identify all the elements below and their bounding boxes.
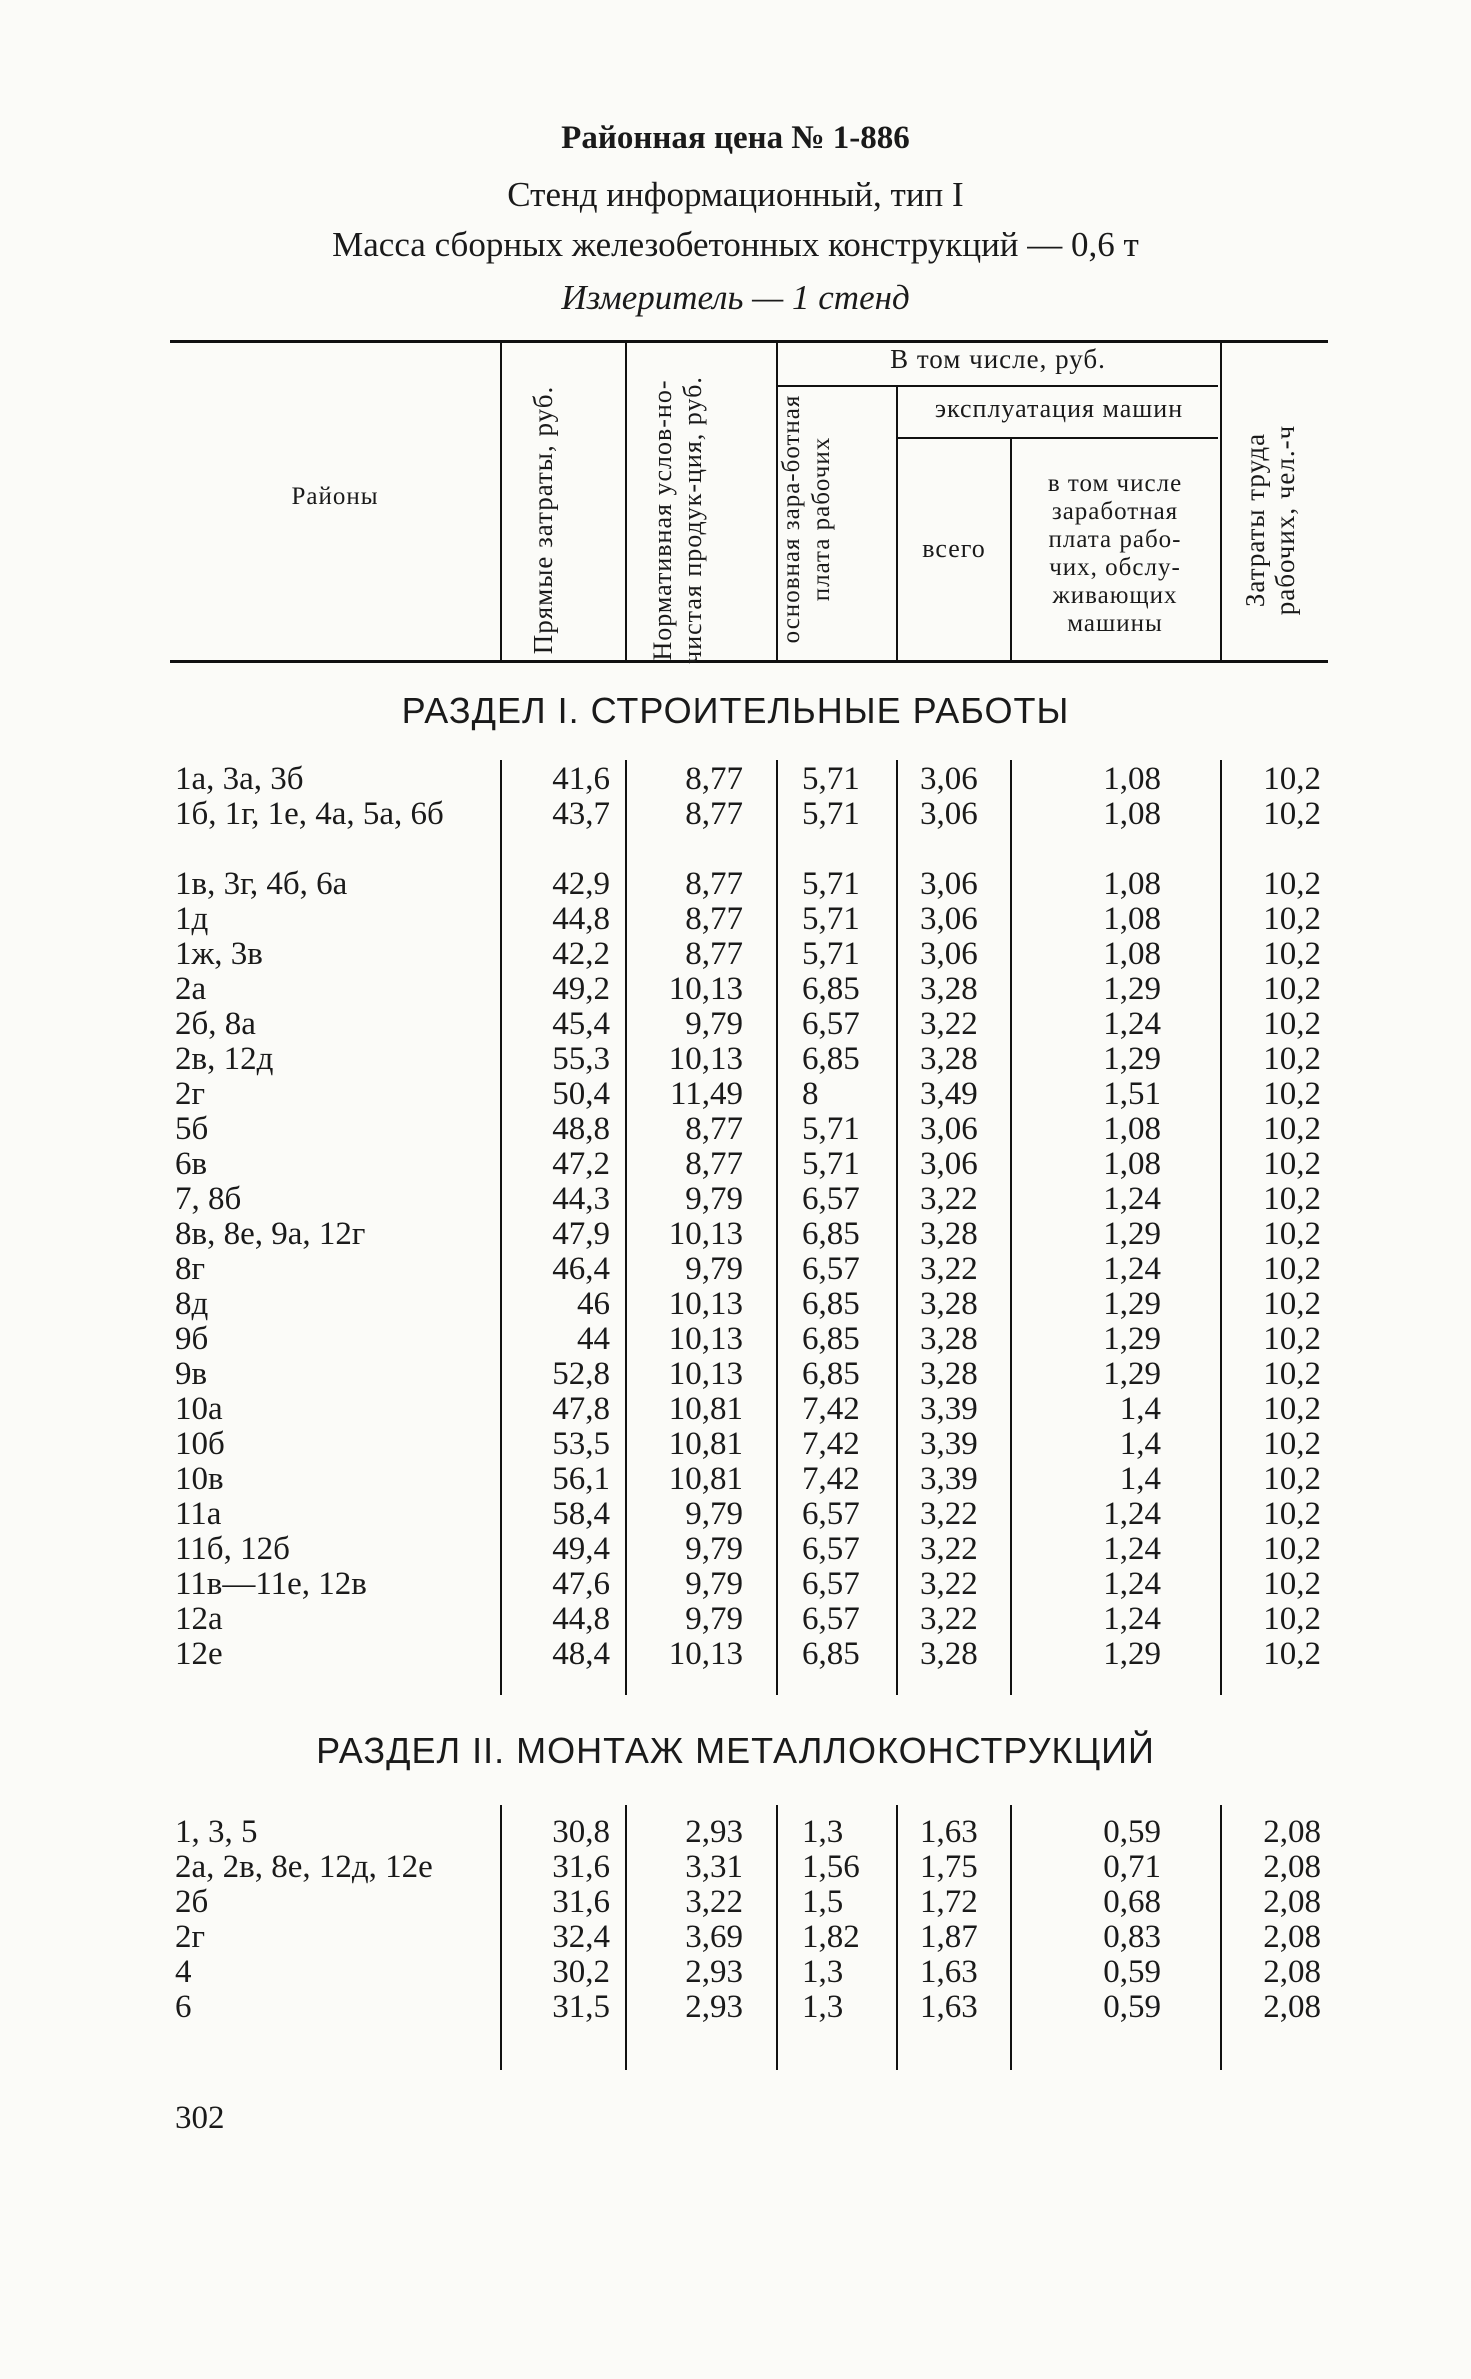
machine-wage-cell: 1,29 [1103,1216,1161,1252]
base-wage-cell: 6,57 [802,1496,860,1532]
labor-cell: 2,08 [1263,1954,1321,1990]
labor-cell: 10,2 [1263,1531,1321,1567]
machine-total-cell: 3,06 [920,796,978,832]
labor-cell: 10,2 [1263,901,1321,937]
region-cell: 7, 8б [175,1181,242,1217]
table-row [0,1007,1471,1042]
region-cell: 9б [175,1321,209,1357]
header-divider-2 [625,340,627,660]
section-1-rows [0,762,1471,1672]
normative-cell: 9,79 [685,1531,743,1567]
machine-total-cell: 3,28 [920,1216,978,1252]
direct-cost-cell: 30,8 [552,1814,610,1850]
section-1-title: РАЗДЕЛ I. СТРОИТЕЛЬНЫЕ РАБОТЫ [401,690,1070,731]
normative-cell: 10,81 [668,1391,743,1427]
base-wage-cell: 5,71 [802,761,860,797]
table-row [0,902,1471,937]
labor-cell: 2,08 [1263,1884,1321,1920]
direct-cost-cell: 32,4 [552,1919,610,1955]
labor-cell: 10,2 [1263,1146,1321,1182]
machine-wage-cell: 1,24 [1103,1181,1161,1217]
labor-cell: 10,2 [1263,1286,1321,1322]
normative-cell: 10,13 [668,1041,743,1077]
table-row [0,1182,1471,1217]
item-name: Стенд информационный, тип I [507,175,964,214]
including-rule [778,385,1218,387]
machine-total-cell: 3,06 [920,901,978,937]
direct-cost-cell: 50,4 [552,1076,610,1112]
machine-wage-cell: 1,29 [1103,1041,1161,1077]
normative-cell: 9,79 [685,1251,743,1287]
direct-cost-cell: 48,8 [552,1111,610,1147]
region-cell: 5б [175,1111,209,1147]
direct-cost-cell: 30,2 [552,1954,610,1990]
machine-wage-cell: 1,24 [1103,1601,1161,1637]
region-cell: 8г [175,1251,206,1287]
labor-cell: 10,2 [1263,1356,1321,1392]
normative-cell: 3,22 [685,1884,743,1920]
section-2-rows [0,1815,1471,2025]
region-cell: 2г [175,1076,206,1112]
table-row [0,1392,1471,1427]
header-divider-1 [500,340,502,660]
table-row [0,1850,1471,1885]
normative-cell: 10,81 [668,1461,743,1497]
header-including: В том числе, руб. [890,344,1106,374]
header-total: всего [922,534,986,563]
region-cell: 10а [175,1391,223,1427]
machine-total-cell: 1,63 [920,1814,978,1850]
direct-cost-cell: 52,8 [552,1356,610,1392]
direct-cost-cell: 48,4 [552,1636,610,1672]
table-header-bottom-rule [170,660,1328,663]
base-wage-cell: 6,85 [802,1286,860,1322]
machine-wage-cell: 1,24 [1103,1251,1161,1287]
direct-cost-cell: 44,8 [552,1601,610,1637]
machine-total-cell: 3,06 [920,1146,978,1182]
base-wage-cell: 6,85 [802,1041,860,1077]
machine-total-cell: 3,39 [920,1461,978,1497]
base-wage-cell: 5,71 [802,796,860,832]
region-cell: 2б, 8а [175,1006,256,1042]
machine-total-cell: 1,63 [920,1989,978,2025]
machine-wage-cell: 0,59 [1103,1814,1161,1850]
labor-cell: 10,2 [1263,1251,1321,1287]
machine-wage-cell: 1,08 [1103,761,1161,797]
region-cell: 1ж, 3в [175,936,263,972]
labor-cell: 10,2 [1263,1006,1321,1042]
direct-cost-cell: 47,2 [552,1146,610,1182]
table-row [0,1990,1471,2025]
machine-total-cell: 3,22 [920,1496,978,1532]
labor-cell: 10,2 [1263,971,1321,1007]
base-wage-cell: 6,57 [802,1601,860,1637]
direct-cost-cell: 31,6 [552,1884,610,1920]
machine-wage-cell: 1,4 [1119,1426,1161,1462]
machine-wage-cell: 1,08 [1103,936,1161,972]
region-cell: 12е [175,1636,223,1672]
labor-cell: 10,2 [1263,761,1321,797]
table-row [0,1357,1471,1392]
labor-cell: 2,08 [1263,1919,1321,1955]
header-direct: Прямые затраты, руб. [528,385,558,655]
table-row [0,1147,1471,1182]
machine-total-cell: 3,06 [920,761,978,797]
machine-total-cell: 3,28 [920,1321,978,1357]
price-title: Районная цена № 1-886 [561,120,910,156]
normative-cell: 2,93 [685,1814,743,1850]
direct-cost-cell: 31,6 [552,1849,610,1885]
direct-cost-cell: 42,2 [552,936,610,972]
labor-cell: 10,2 [1263,796,1321,832]
machine-total-cell: 3,22 [920,1181,978,1217]
table-row [0,937,1471,972]
table-row [0,1322,1471,1357]
direct-cost-cell: 43,7 [552,796,610,832]
normative-cell: 10,81 [668,1426,743,1462]
machine-total-cell: 3,22 [920,1251,978,1287]
base-wage-cell: 1,5 [802,1884,844,1920]
header-divider-6 [1220,340,1222,660]
table-row [0,1252,1471,1287]
region-cell: 8д [175,1286,209,1322]
page-number: 302 [175,2100,225,2136]
machine-wage-cell: 0,59 [1103,1954,1161,1990]
direct-cost-cell: 44 [577,1321,610,1357]
base-wage-cell: 5,71 [802,1111,860,1147]
header-divider-4 [896,385,898,660]
labor-cell: 2,08 [1263,1814,1321,1850]
machine-total-cell: 3,22 [920,1601,978,1637]
table-row [0,1602,1471,1637]
table-row [0,1920,1471,1955]
machine-wage-cell: 1,08 [1103,866,1161,902]
table-row [0,1042,1471,1077]
labor-cell: 10,2 [1263,1181,1321,1217]
region-cell: 6в [175,1146,208,1182]
direct-cost-cell: 46,4 [552,1251,610,1287]
region-cell: 1в, 3г, 4б, 6а [175,866,348,902]
normative-cell: 8,77 [685,936,743,972]
machine-total-cell: 3,06 [920,1111,978,1147]
machine-wage-cell: 0,68 [1103,1884,1161,1920]
labor-cell: 10,2 [1263,1636,1321,1672]
normative-cell: 8,77 [685,1111,743,1147]
table-row [0,1077,1471,1112]
header-divider-5 [1010,437,1012,660]
region-cell: 1, 3, 5 [175,1814,258,1850]
machine-total-cell: 3,28 [920,971,978,1007]
header-normative: Нормативная услов-но-чистая продук-ция, руб. [648,376,707,664]
base-wage-cell: 1,3 [802,1989,844,2025]
region-cell: 8в, 8е, 9а, 12г [175,1216,366,1252]
machine-wage-cell: 1,4 [1119,1391,1161,1427]
normative-cell: 10,13 [668,1321,743,1357]
machine-total-cell: 3,06 [920,866,978,902]
header-base-wage: основная зара-ботная плата рабочих [778,394,835,644]
table-row [0,1462,1471,1497]
region-cell: 11б, 12б [175,1531,290,1567]
region-cell: 1б, 1г, 1е, 4а, 5а, 6б [175,796,444,832]
machine-wage-cell: 1,08 [1103,1111,1161,1147]
labor-cell: 10,2 [1263,1566,1321,1602]
machine-wage-cell: 1,08 [1103,796,1161,832]
labor-cell: 10,2 [1263,1426,1321,1462]
normative-cell: 8,77 [685,901,743,937]
base-wage-cell: 6,85 [802,971,860,1007]
direct-cost-cell: 47,6 [552,1566,610,1602]
machine-total-cell: 3,22 [920,1566,978,1602]
table-row [0,1815,1471,1850]
direct-cost-cell: 49,4 [552,1531,610,1567]
labor-cell: 10,2 [1263,1321,1321,1357]
region-cell: 9в [175,1356,208,1392]
machine-total-cell: 1,72 [920,1884,978,1920]
machine-wage-cell: 1,24 [1103,1531,1161,1567]
table-row [0,972,1471,1007]
normative-cell: 10,13 [668,1636,743,1672]
region-cell: 4 [175,1954,192,1990]
region-cell: 12а [175,1601,223,1637]
base-wage-cell: 6,57 [802,1566,860,1602]
region-cell: 1а, 3а, 3б [175,761,304,797]
machine-total-cell: 3,28 [920,1636,978,1672]
machine-total-cell: 3,06 [920,936,978,972]
labor-cell: 10,2 [1263,1601,1321,1637]
table-row [0,797,1471,867]
machine-wage-cell: 1,24 [1103,1496,1161,1532]
region-cell: 2в, 12д [175,1041,274,1077]
region-cell: 2б [175,1884,209,1920]
machine-total-cell: 3,28 [920,1286,978,1322]
base-wage-cell: 6,57 [802,1531,860,1567]
direct-cost-cell: 44,8 [552,901,610,937]
direct-cost-cell: 46 [577,1286,610,1322]
region-cell: 6 [175,1989,192,2025]
region-cell: 2а, 2в, 8е, 12д, 12е [175,1849,433,1885]
direct-cost-cell: 58,4 [552,1496,610,1532]
header-regions: Районы [291,483,379,510]
table-row [0,1287,1471,1322]
base-wage-cell: 6,57 [802,1251,860,1287]
machine-wage-cell: 0,83 [1103,1919,1161,1955]
region-cell: 2г [175,1919,206,1955]
direct-cost-cell: 55,3 [552,1041,610,1077]
region-cell: 10в [175,1461,224,1497]
table-row [0,1112,1471,1147]
machine-total-cell: 3,22 [920,1006,978,1042]
normative-cell: 8,77 [685,796,743,832]
base-wage-cell: 6,85 [802,1321,860,1357]
normative-cell: 10,13 [668,1356,743,1392]
normative-cell: 9,79 [685,1566,743,1602]
machine-total-cell: 1,75 [920,1849,978,1885]
base-wage-cell: 1,3 [802,1814,844,1850]
direct-cost-cell: 44,3 [552,1181,610,1217]
machine-total-cell: 1,87 [920,1919,978,1955]
base-wage-cell: 1,3 [802,1954,844,1990]
labor-cell: 10,2 [1263,1041,1321,1077]
region-cell: 10б [175,1426,225,1462]
labor-cell: 10,2 [1263,1461,1321,1497]
direct-cost-cell: 49,2 [552,971,610,1007]
normative-cell: 2,93 [685,1989,743,2025]
region-cell: 1д [175,901,209,937]
base-wage-cell: 6,85 [802,1636,860,1672]
table-row [0,762,1471,797]
labor-cell: 10,2 [1263,866,1321,902]
direct-cost-cell: 47,8 [552,1391,610,1427]
labor-cell: 10,2 [1263,1391,1321,1427]
machine-wage-cell: 1,24 [1103,1006,1161,1042]
table-row [0,867,1471,902]
machine-wage-cell: 1,29 [1103,971,1161,1007]
base-wage-cell: 7,42 [802,1391,860,1427]
region-cell: 2а [175,971,207,1007]
machine-total-cell: 3,39 [920,1391,978,1427]
machine-total-cell: 1,63 [920,1954,978,1990]
base-wage-cell: 6,85 [802,1216,860,1252]
header-machines: эксплуатация машин [934,394,1184,423]
base-wage-cell: 6,57 [802,1181,860,1217]
machine-total-cell: 3,49 [920,1076,978,1112]
table-row [0,1427,1471,1462]
base-wage-cell: 8 [802,1076,819,1112]
normative-cell: 9,79 [685,1496,743,1532]
labor-cell: 10,2 [1263,1496,1321,1532]
machine-wage-cell: 1,08 [1103,901,1161,937]
base-wage-cell: 5,71 [802,936,860,972]
section-2-title: РАЗДЕЛ II. МОНТАЖ МЕТАЛЛОКОНСТРУКЦИЙ [316,1730,1155,1771]
normative-cell: 8,77 [685,761,743,797]
labor-cell: 2,08 [1263,1989,1321,2025]
header-machine-wage: в том числе заработная плата рабо-чих, обслу-живающих машины [1047,470,1183,637]
machine-total-cell: 3,22 [920,1531,978,1567]
table-top-rule [170,340,1328,343]
base-wage-cell: 5,71 [802,1146,860,1182]
table-row [0,1217,1471,1252]
table-row [0,1497,1471,1532]
normative-cell: 9,79 [685,1006,743,1042]
base-wage-cell: 6,85 [802,1356,860,1392]
table-row [0,1637,1471,1672]
mass-line: Масса сборных железобетонных конструкций — 0,6 т [332,225,1139,264]
direct-cost-cell: 42,9 [552,866,610,902]
base-wage-cell: 6,57 [802,1006,860,1042]
labor-cell: 10,2 [1263,936,1321,972]
machines-rule [898,437,1218,439]
normative-cell: 10,13 [668,1286,743,1322]
normative-cell: 9,79 [685,1601,743,1637]
direct-cost-cell: 47,9 [552,1216,610,1252]
machine-wage-cell: 1,29 [1103,1321,1161,1357]
normative-cell: 3,31 [685,1849,743,1885]
machine-total-cell: 3,28 [920,1356,978,1392]
direct-cost-cell: 31,5 [552,1989,610,2025]
table-row [0,1955,1471,1990]
region-cell: 11в—11е, 12в [175,1566,367,1602]
machine-wage-cell: 1,08 [1103,1146,1161,1182]
base-wage-cell: 1,56 [802,1849,860,1885]
normative-cell: 8,77 [685,1146,743,1182]
machine-total-cell: 3,28 [920,1041,978,1077]
header-labor: Затраты труда рабочих, чел.-ч [1240,424,1300,616]
machine-wage-cell: 1,29 [1103,1636,1161,1672]
direct-cost-cell: 45,4 [552,1006,610,1042]
labor-cell: 10,2 [1263,1111,1321,1147]
base-wage-cell: 7,42 [802,1461,860,1497]
normative-cell: 9,79 [685,1181,743,1217]
machine-total-cell: 3,39 [920,1426,978,1462]
normative-cell: 10,13 [668,971,743,1007]
normative-cell: 11,49 [669,1076,743,1112]
normative-cell: 3,69 [685,1919,743,1955]
machine-wage-cell: 0,59 [1103,1989,1161,2025]
machine-wage-cell: 1,29 [1103,1286,1161,1322]
region-cell: 11а [175,1496,222,1532]
base-wage-cell: 5,71 [802,901,860,937]
base-wage-cell: 7,42 [802,1426,860,1462]
machine-wage-cell: 1,4 [1119,1461,1161,1497]
base-wage-cell: 1,82 [802,1919,860,1955]
normative-cell: 8,77 [685,866,743,902]
base-wage-cell: 5,71 [802,866,860,902]
machine-wage-cell: 1,24 [1103,1566,1161,1602]
table-row [0,1532,1471,1567]
machine-wage-cell: 1,29 [1103,1356,1161,1392]
table-row [0,1885,1471,1920]
machine-wage-cell: 0,71 [1103,1849,1161,1885]
machine-wage-cell: 1,51 [1103,1076,1161,1112]
normative-cell: 2,93 [685,1954,743,1990]
labor-cell: 10,2 [1263,1216,1321,1252]
unit-line: Измеритель — 1 стенд [561,278,910,317]
normative-cell: 10,13 [668,1216,743,1252]
direct-cost-cell: 56,1 [552,1461,610,1497]
labor-cell: 2,08 [1263,1849,1321,1885]
table-row [0,1567,1471,1602]
direct-cost-cell: 41,6 [552,761,610,797]
labor-cell: 10,2 [1263,1076,1321,1112]
direct-cost-cell: 53,5 [552,1426,610,1462]
